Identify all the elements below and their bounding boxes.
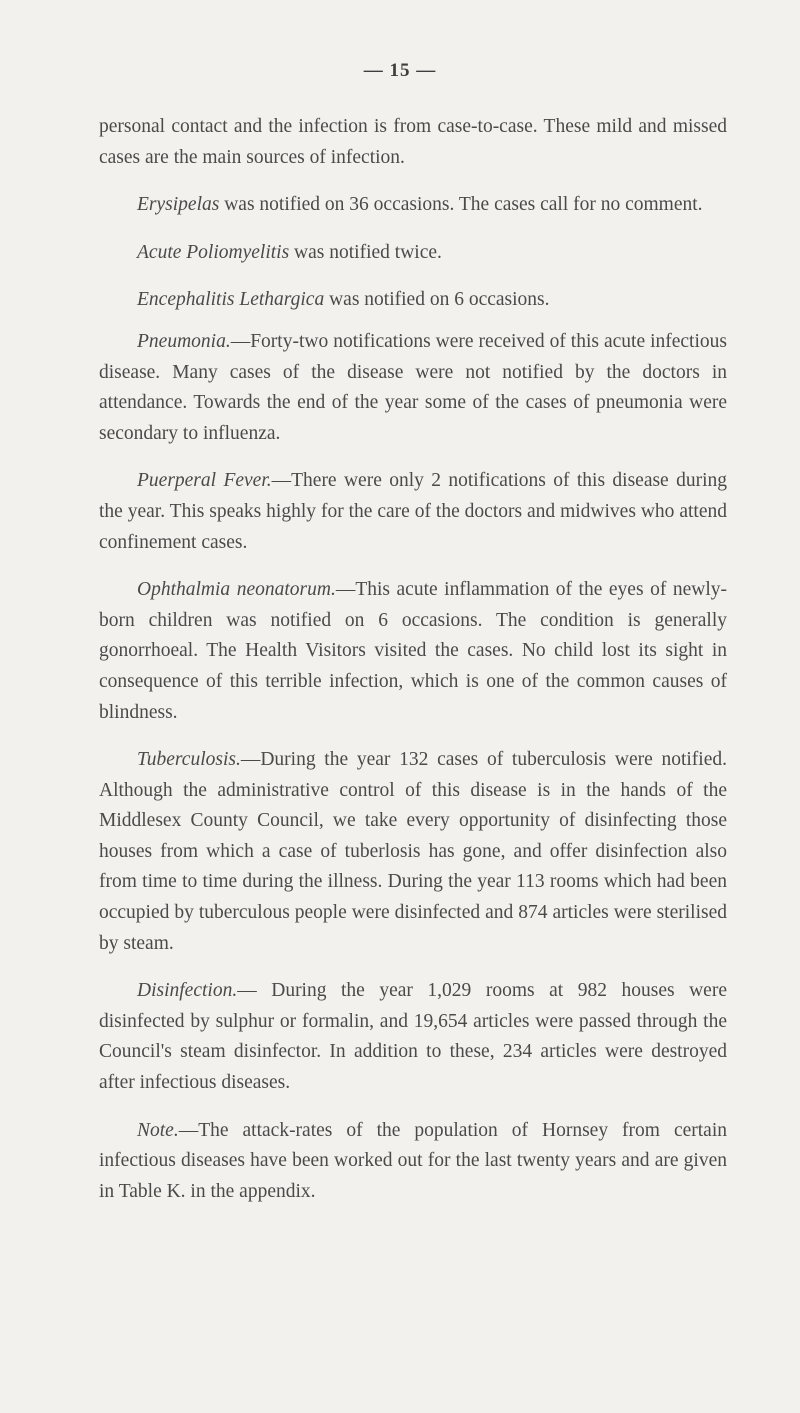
paragraph-text: —During the year 132 cases of tuberculosis were notified. Although the administrative control of this disease is in the hands of the Middlesex County Council, we take every opportunity of disinfecting those houses from which a case of tuberlosis has gone, and offer disinfection also from time to time during the illness. During the year 113 rooms which had been occupied by tuberculous people were disinfected and 874 articles were sterilised by steam. (99, 749, 727, 954)
paragraph-text: —The attack-rates of the population of Hornsey from certain infectious diseases have been worked out for the last twenty years and are given in Table K. in the appendix. (99, 1119, 727, 1202)
paragraph-text: —This acute inflammation of the eyes of newly-born children was notified on 6 occasions. The condition is generally gonorrhoeal. The Health Visitors visited the cases. No child lost its sight in consequence of this terrible infection, which is one of the common causes of blindness. (99, 579, 728, 723)
paragraph-heading: Note. (137, 1119, 179, 1141)
paragraph-disinfection (99, 976, 727, 1098)
paragraph-pneumonia (99, 327, 727, 449)
paragraph-text: —Forty-two notifications were received of this acute infectious disease. Many cases of the disease were not notified by the doctors in attendance. Towards the end of the year some of the cases of pneumonia were secondary to influenza. (99, 330, 727, 444)
paragraph-ophthalmia (99, 575, 727, 728)
paragraph-heading: Encephalitis Lethargica (137, 289, 325, 311)
paragraph-heading: Tuberculosis. (137, 749, 241, 771)
paragraph-note (99, 1116, 727, 1208)
paragraph-tuberculosis (99, 745, 727, 959)
paragraph-text: — During the year 1,029 rooms at 982 houses were disinfected by sulphur or formalin, and 19,654 articles were passed through the Council's steam disinfector. In addition to these, 234 articles were destroyed after infectious diseases. (99, 980, 727, 1094)
paragraph-heading: Pneumonia. (137, 330, 231, 352)
paragraph-heading: Acute Poliomyelitis (137, 241, 290, 263)
paragraph-infection-sources (99, 112, 727, 173)
paragraph-heading: Puerperal Fever. (137, 470, 272, 492)
paragraph-heading: Disinfection. (137, 980, 238, 1002)
paragraph-text: —There were only 2 notifications of this disease during the year. This speaks highly for the care of the doctors and midwives who attend confinement cases. (99, 470, 728, 553)
paragraph-puerperal-fever (99, 466, 727, 558)
paragraph-erysipelas (99, 190, 727, 221)
paragraph-heading: Erysipelas (137, 194, 220, 216)
page-number: — 15 — (363, 60, 437, 81)
paragraph-text: was notified twice. (289, 241, 442, 263)
paragraph-text: was notified on 6 occasions. (324, 289, 550, 311)
paragraph-heading: Ophthalmia neonatorum. (137, 579, 336, 601)
paragraph-poliomyelitis (99, 238, 727, 269)
paragraph-text: was notified on 36 occasions. The cases call for no comment. (219, 194, 703, 216)
paragraph-encephalitis (99, 285, 727, 316)
paragraph-text: personal contact and the infection is from case-to-case. These mild and missed cases are the main sources of infection. (99, 116, 727, 168)
body-text (99, 112, 727, 1224)
